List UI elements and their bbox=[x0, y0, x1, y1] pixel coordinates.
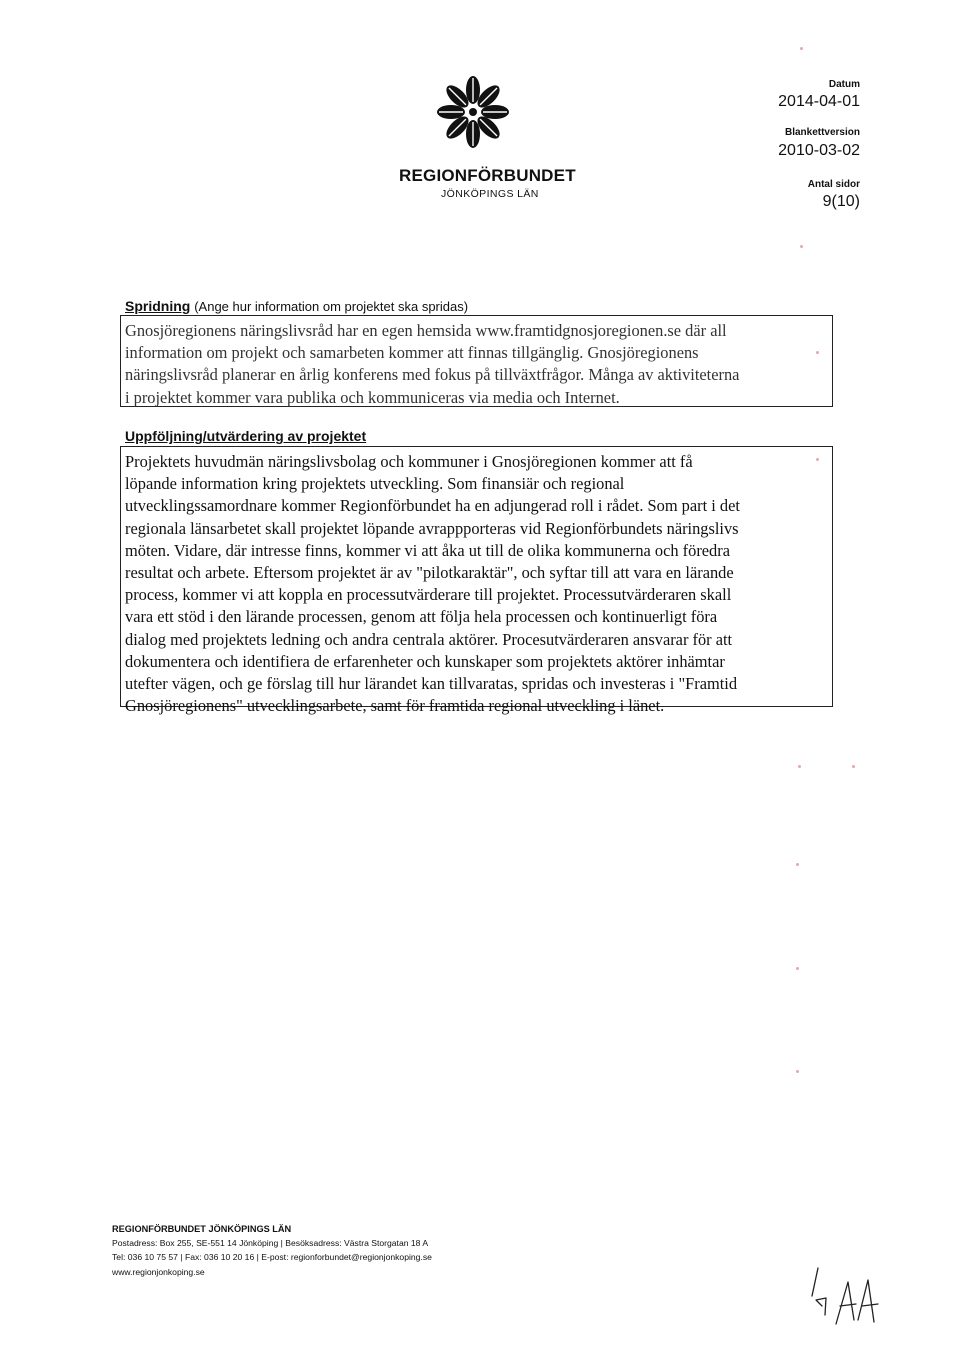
uppfoljning-line: löpande information kring projektets utveckling. Som finansiär och regional bbox=[125, 474, 625, 494]
spridning-hint: (Ange hur information om projektet ska spridas) bbox=[194, 299, 469, 314]
uppfoljning-line: regionala länsarbetet skall projektet löpande avrappporteras vid Regionförbundets näringslivs bbox=[125, 518, 739, 538]
uppfoljning-line: utefter vägen, och ge förslag till hur lärandet kan tillvaratas, spridas och investeras i "Framtid bbox=[125, 674, 738, 694]
spridning-line: i projektet kommer vara publika och kommuniceras via media och Internet. bbox=[125, 387, 620, 407]
antal-sidor-label: Antal sidor bbox=[807, 179, 860, 190]
scan-speck bbox=[796, 1070, 799, 1073]
datum-value: 2014-04-01 bbox=[778, 93, 860, 110]
spridning-line: Gnosjöregionens näringslivsråd har en egen hemsida www.framtidgnosjoregionen.se där all bbox=[125, 321, 727, 340]
antal-sidor-value: 9(10) bbox=[822, 193, 860, 210]
blankettversion-value: 2010-03-02 bbox=[778, 142, 860, 159]
footer-address: Postadress: Box 255, SE-551 14 Jönköping | Besöksadress: Västra Storgatan 18 A bbox=[112, 1238, 429, 1249]
flower-logo-icon bbox=[437, 72, 509, 156]
uppfoljning-line: Gnosjöregionens" utvecklingsarbete, samt för framtida regional utveckling i länet. bbox=[125, 696, 665, 716]
uppfoljning-line: resultat och arbete. Eftersom projektet är av "pilotkaraktär", och syftar till att vara en lärande bbox=[125, 563, 734, 583]
section-title-uppfoljning bbox=[125, 428, 366, 444]
datum-label: Datum bbox=[828, 79, 860, 90]
scan-speck bbox=[796, 863, 799, 866]
scan-speck bbox=[816, 458, 819, 461]
spridning-line: information om projekt och samarbeten kommer att finnas tillgänglig. Gnosjöregionens bbox=[125, 343, 699, 363]
blankettversion-label: Blankettversion bbox=[784, 127, 860, 138]
footer-website: www.regionjonkoping.se bbox=[112, 1266, 205, 1277]
uppfoljning-line: process, kommer vi att koppla en processutvärderare till projektet. Processutvärderaren skall bbox=[125, 585, 732, 605]
scan-speck bbox=[798, 765, 801, 768]
uppfoljning-line: Projektets huvudmän näringslivsbolag och kommuner i Gnosjöregionen kommer att få bbox=[125, 452, 693, 471]
uppfoljning-line: möten. Vidare, där intresse finns, kommer vi att åka ut till de olika kommunerna och föredra bbox=[125, 540, 730, 560]
uppfoljning-title: Uppföljning/utvärdering av projektet bbox=[125, 428, 367, 444]
scan-speck bbox=[852, 765, 855, 768]
spridning-line: näringslivsråd planerar en årlig konferens med fokus på tillväxtfrågor. Många av aktiviteterna bbox=[125, 365, 740, 385]
org-name: REGIONFÖRBUNDET bbox=[399, 166, 576, 185]
org-subtitle: JÖNKÖPINGS LÄN bbox=[441, 188, 539, 200]
section-title-spridning bbox=[125, 298, 468, 314]
uppfoljning-line: vara ett stöd i den lärande processen, genom att följa hela processen och kontinuerligt föra bbox=[125, 607, 718, 627]
footer-heading: REGIONFÖRBUNDET JÖNKÖPINGS LÄN bbox=[112, 1224, 292, 1234]
spridning-title: Spridning bbox=[125, 298, 191, 314]
scan-speck bbox=[816, 351, 819, 354]
handwritten-initials-icon bbox=[810, 1260, 900, 1330]
scan-speck bbox=[800, 245, 803, 248]
scan-speck bbox=[796, 967, 799, 970]
footer-contact: Tel: 036 10 75 57 | Fax: 036 10 20 16 | E-post: regionforbundet@regionjonkoping.se bbox=[112, 1252, 432, 1263]
scan-speck bbox=[800, 47, 803, 50]
uppfoljning-line: dokumentera och identifiera de erfarenheter och kunskaper som projektets aktörer inhämtar bbox=[125, 651, 725, 671]
footer bbox=[112, 1222, 432, 1279]
uppfoljning-text-box bbox=[120, 446, 833, 716]
uppfoljning-line: dialog med projektets ledning och andra centrala aktörer. Procesutvärderaren ansvarar för att bbox=[125, 629, 733, 649]
spridning-text-box bbox=[120, 315, 833, 407]
uppfoljning-line: utvecklingssamordnare kommer Regionförbundet ha en adjungerad roll i rådet. Som part i det bbox=[125, 496, 740, 516]
